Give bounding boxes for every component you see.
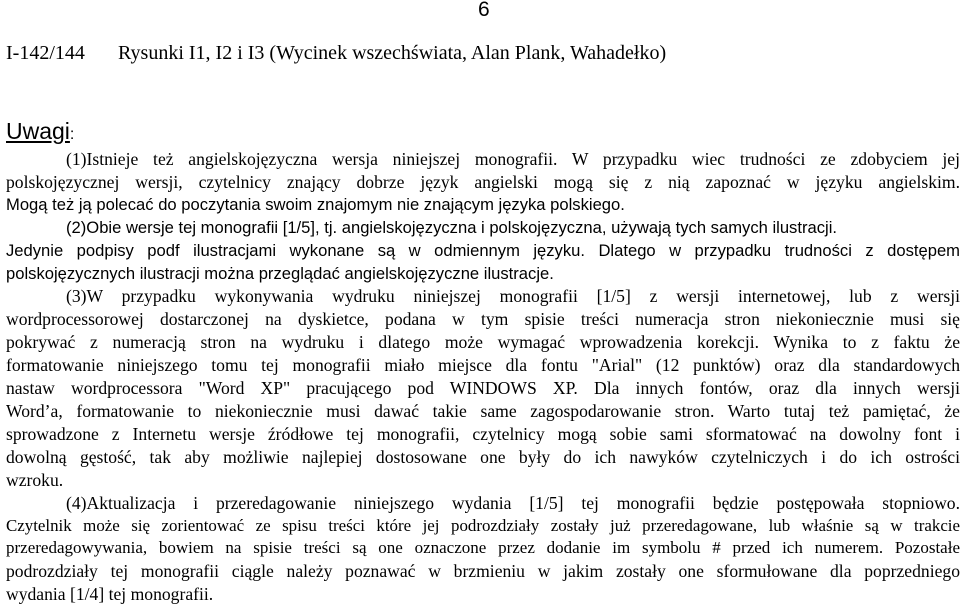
page-number: 6 [478, 0, 490, 21]
paragraph-3-line-1: (3)W przypadku wykonywania wydruku niniejszej monografii [1/5] z wersji internetowej, lub z wersji [66, 286, 960, 307]
paragraph-4-line-5: wydania [1/4] tej monografii. [6, 584, 214, 605]
document-title: Rysunki I1, I2 i I3 (Wycinek wszechświata, Alan Plank, Wahadełko) [118, 42, 667, 64]
paragraph-3-line-7: sprowadzone z Internetu wersje źródłowe tej monografii, czytelnicy mogą sobie sami sformatować na dowolny font i [6, 423, 960, 444]
paragraph-1-line-2: polskojęzycznej wersji, czytelnicy znający dobrze język angielski mogą się z nią zapoznać w języku angielskim. [6, 171, 960, 192]
paragraph-1-line-3: Mogą też ją polecać do poczytania swoim znajomym nie znającym języka polskiego. [6, 194, 625, 214]
paragraph-3-line-4: formatowanie niniejszego tomu tej monografii miało miejsce dla fontu "Arial" (12 punktów) oraz dla standardowych [6, 355, 960, 376]
document-code: I-142/144 [6, 42, 85, 64]
paragraph-4-line-4: podrozdziały tej monografii ciągle należy poznawać w brzmieniu w jakim zostały one sformułowane dla poprzedniego [6, 561, 960, 582]
paragraph-2-line-2: Jedynie podpisy podf ilustracjami wykonane są w odmiennym języku. Dlatego w przypadku trudności z dostępem [6, 240, 960, 260]
paragraph-2-line-1: (2)Obie wersje tej monografii [1/5], tj. angielskojęzyczna i polskojęzyczna, używają tych samych ilustracji. [66, 217, 838, 237]
remarks-heading-colon: : [69, 126, 75, 143]
remarks-heading [6, 118, 74, 145]
paragraph-4-line-2: Czytelnik może się zorientować ze spisu treści które jej podrozdziały zostały już przeredagowane, lub właśnie są w trakcie [6, 515, 960, 535]
paragraph-3-line-6: Word’a, formatowanie to niekoniecznie musi dawać takie same zagospodarowanie stron. Warto tutaj też pamiętać, że [6, 400, 960, 421]
remarks-heading-label: Uwagi [6, 118, 70, 144]
paragraph-1-line-1: (1)Istnieje też angielskojęzyczna wersja niniejszej monografii. W przypadku wiec trudności ze zdobyciem jej [66, 149, 960, 169]
remarks-body [6, 148, 960, 606]
paragraph-3-line-8: dowolną gęstość, tak aby możliwie najlepiej dostosowane one były do ich nawyków czytelniczych i do ich ostrości [6, 446, 960, 467]
paragraph-3-line-5: nastaw wordprocessora "Word XP" pracującego pod WINDOWS XP. Dla innych fontów, oraz dla innych wersji [6, 378, 960, 399]
paragraph-3-line-2: wordprocessorowej dostarczonej na dyskietce, podana w tym spisie treści numeracja stron niekoniecznie musi się [6, 309, 960, 330]
paragraph-3-line-9: wzroku. [6, 469, 64, 490]
paragraph-4-line-1: (4)Aktualizacja i przeredagowanie niniejszego wydania [1/5] tej monografii będzie postępowała stopniowo. [66, 492, 960, 513]
paragraph-2-line-3: polskojęzycznych ilustracji można przeglądać angielskojęzyczne ilustracje. [6, 263, 554, 283]
paragraph-3-line-3: pokrywać z numeracją stron na wydruku i dlatego może wymagać wprowadzenia korekcji. Wynika to z faktu że [6, 332, 960, 353]
paragraph-4-line-3: przeredagowywania, bowiem na spisie treści są one oznaczone przez dodanie im symbolu # przed ich numerem. Pozostałe [6, 538, 960, 558]
